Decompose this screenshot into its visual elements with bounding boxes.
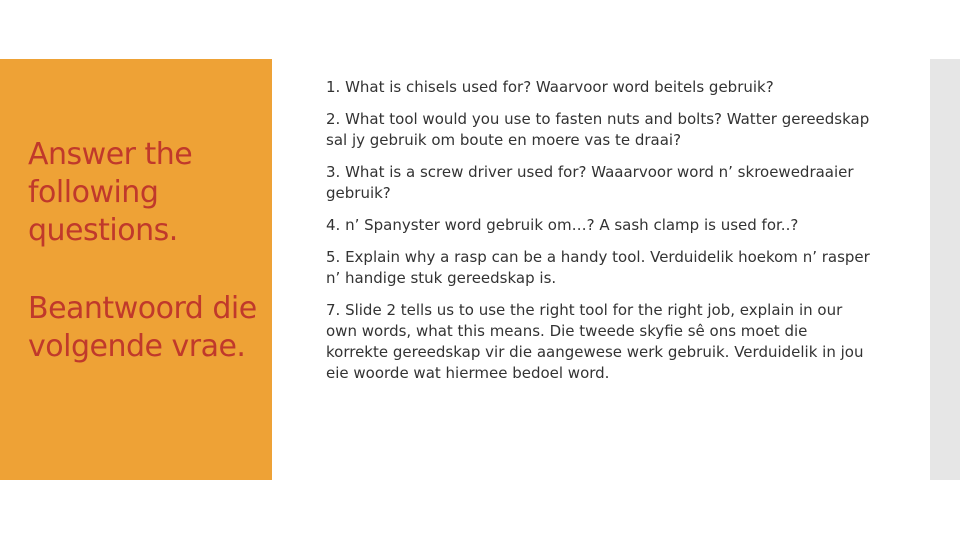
question-text: 3. What is a screw driver used for? Waaarvoor word n’ skroewedraaier gebruik? [326, 163, 854, 202]
side-accent-bar [930, 59, 960, 480]
question-text: 5. Explain why a rasp can be a handy tool. Verduidelik hoekom n’ rasper n’ handige stuk gereedskap is. [326, 248, 870, 287]
question-item [310, 300, 870, 384]
title-afrikaans: Beantwoord die volgende vrae. [28, 291, 257, 364]
title-panel [0, 59, 272, 480]
question-list [310, 77, 870, 395]
question-text: 4. n’ Spanyster word gebruik om…? A sash clamp is used for..? [326, 216, 799, 234]
question-text: 7. Slide 2 tells us to use the right tool for the right job, explain in our own words, what this means. Die tweede skyfie sê ons moet die korrekte gereedskap vir die aangewese werk gebruik. Verduidelik in jou eie woorde wat hiermee bedoel word. [326, 301, 864, 382]
question-text: 1. What is chisels used for? Waarvoor word beitels gebruik? [326, 78, 774, 96]
title-english: Answer the following questions. [28, 137, 193, 248]
question-item [310, 162, 870, 204]
question-item [310, 215, 870, 236]
question-item [310, 77, 870, 98]
question-text: 2. What tool would you use to fasten nuts and bolts? Watter gereedskap sal jy gebruik om boute en moere vas te draai? [326, 110, 870, 149]
question-item [310, 109, 870, 151]
question-item [310, 247, 870, 289]
